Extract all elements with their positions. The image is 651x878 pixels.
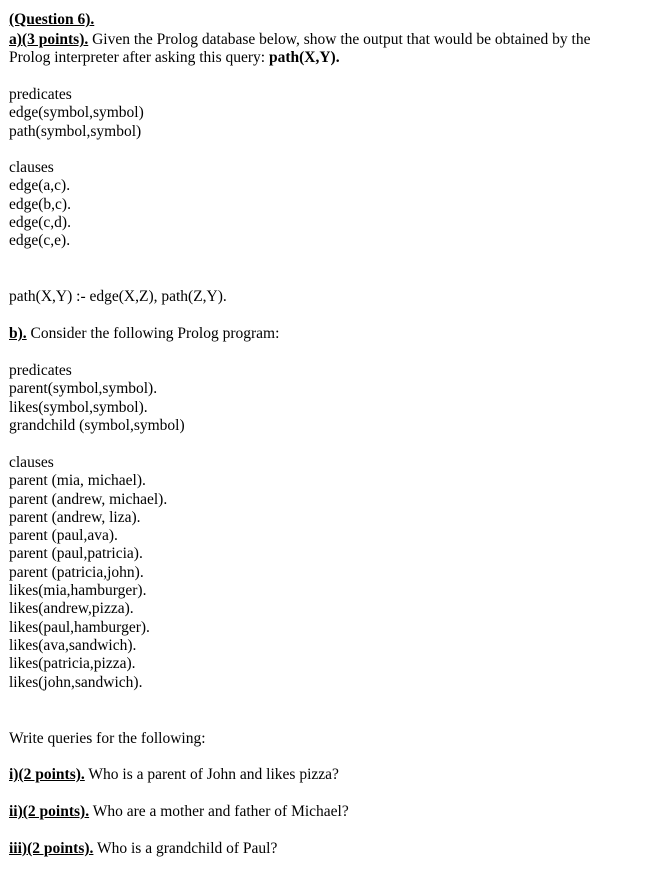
db2-clause: likes(mia,hamburger).: [9, 582, 147, 600]
sub-question-ii-label: ii)(2 points).: [9, 803, 90, 820]
db2-clause: parent (paul,ava).: [9, 527, 118, 545]
sub-question-i: [9, 766, 339, 784]
db2-predicates-heading: predicates: [9, 362, 72, 379]
db2-clause: likes(john,sandwich).: [9, 673, 143, 691]
part-b-intro: Consider the following Prolog program:: [26, 325, 280, 342]
write-queries-instruction: Write queries for the following:: [9, 730, 206, 747]
db2-clause: parent (andrew, michael).: [9, 490, 168, 508]
db1-clause: edge(b,c).: [9, 195, 71, 213]
db2-clause: parent (paul,patricia).: [9, 545, 143, 563]
part-b-line: [9, 325, 279, 343]
db1-clauses-heading: clauses: [9, 159, 54, 176]
db2-clauses: [9, 454, 167, 692]
sub-question-ii: [9, 803, 349, 821]
db2-clauses-heading: clauses: [9, 454, 54, 471]
db2-clause: parent (andrew, liza).: [9, 508, 141, 526]
part-a-line-2: [9, 49, 340, 67]
db2-clause: likes(andrew,pizza).: [9, 600, 134, 618]
part-a-label: a)(3 points).: [9, 31, 89, 48]
db1-predicate: edge(symbol,symbol): [9, 104, 144, 122]
db1-predicates-heading: predicates: [9, 86, 72, 103]
db2-clause: parent (patricia,john).: [9, 563, 144, 581]
db2-clause: parent (mia, michael).: [9, 472, 146, 490]
db2-predicate: parent(symbol,symbol).: [9, 380, 158, 398]
sub-question-i-text: Who is a parent of John and likes pizza?: [84, 766, 339, 783]
db1-rule: path(X,Y) :- edge(X,Z), path(Z,Y).: [9, 288, 227, 305]
db1-clause: edge(c,e).: [9, 232, 71, 250]
db2-clause: likes(paul,hamburger).: [9, 618, 150, 636]
sub-question-iii-text: Who is a grandchild of Paul?: [93, 840, 278, 857]
db1-clauses: [9, 159, 71, 250]
part-a-query: path(X,Y).: [268, 49, 340, 66]
part-a-line-1: [9, 31, 590, 49]
question-heading: (Question 6).: [9, 11, 95, 28]
part-b-label: b).: [9, 325, 27, 342]
part-a-intro-2: Prolog interpreter after asking this query:: [9, 49, 269, 66]
part-a-intro-1: Given the Prolog database below, show the output that would be obtained by the: [88, 31, 591, 48]
sub-question-ii-text: Who are a mother and father of Michael?: [89, 803, 349, 820]
db1-predicates: [9, 86, 144, 141]
sub-question-i-label: i)(2 points).: [9, 766, 85, 783]
sub-question-iii-label: iii)(2 points).: [9, 840, 94, 857]
db2-predicates: [9, 362, 185, 435]
db1-predicate: path(symbol,symbol): [9, 122, 142, 140]
sub-question-iii: [9, 840, 277, 858]
db1-clause: edge(c,d).: [9, 213, 71, 231]
db2-clause: likes(patricia,pizza).: [9, 655, 136, 673]
db2-predicate: likes(symbol,symbol).: [9, 398, 148, 416]
db1-clause: edge(a,c).: [9, 177, 71, 195]
db2-predicate: grandchild (symbol,symbol): [9, 416, 185, 434]
db2-clause: likes(ava,sandwich).: [9, 636, 137, 654]
